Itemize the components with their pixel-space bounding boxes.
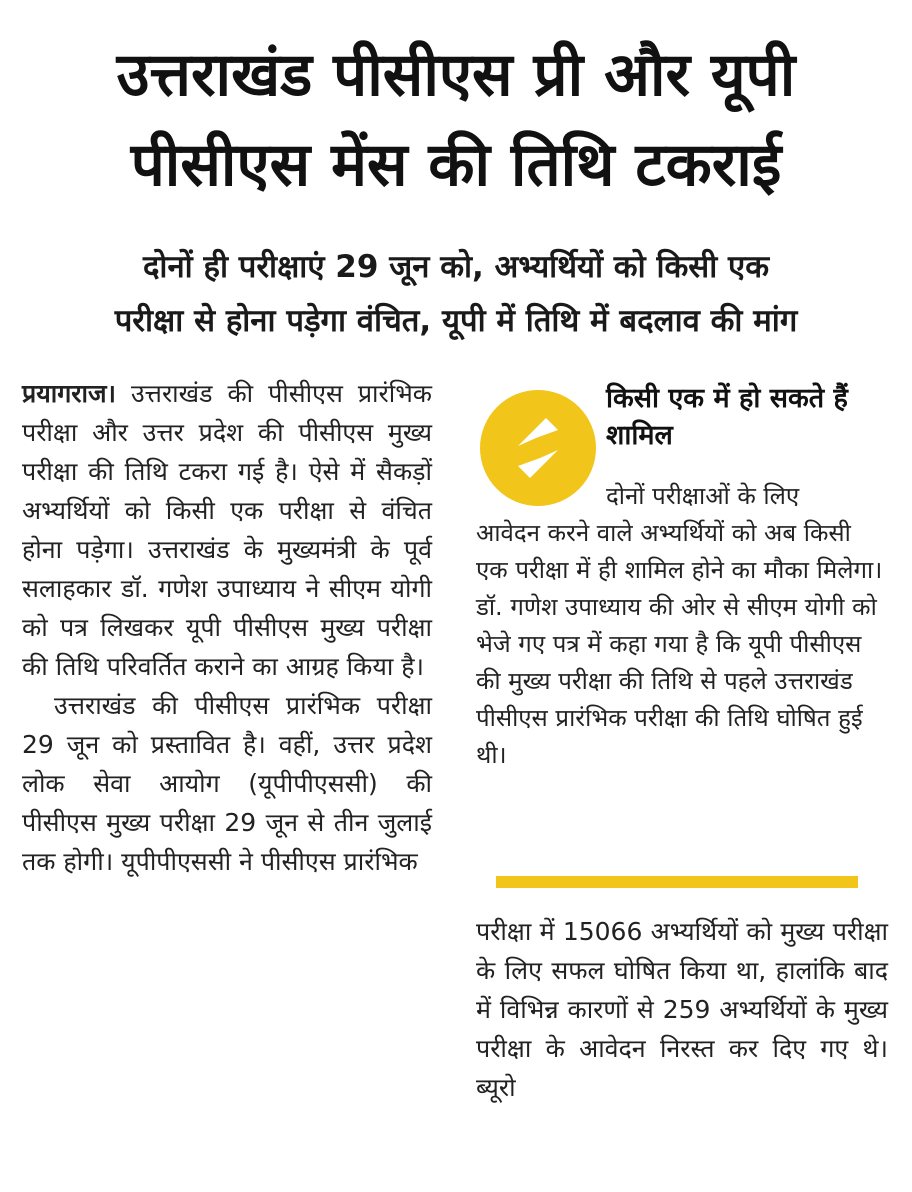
article-left-column [22, 374, 432, 881]
dateline: प्रयागराज। [22, 379, 117, 408]
subheadline-line-2: परीक्षा से होना पड़ेगा वंचित, यूपी में तिथि में बदलाव की मांग [114, 303, 798, 339]
newspaper-logo-icon [478, 388, 598, 508]
divider [496, 876, 858, 888]
headline-line-2: पीसीएस मेंस की तिथि टकराई [130, 130, 782, 200]
subheadline-line-1: दोनों ही परीक्षाएं 29 जून को, अभ्यर्थियों को किसी एक [142, 249, 770, 285]
article-paragraph-2: उत्तराखंड की पीसीएस प्रारंभिक परीक्षा 29 जून को प्रस्तावित है। वहीं, उत्तर प्रदेश लोक सेवा आयोग (यूपीपीएससी) की पीसीएस मुख्य परीक्षा 29 जून से तीन जुलाई तक होगी। यूपीपीएससी ने पीसीएस प्रारंभिक [22, 691, 432, 876]
article-paragraph-1-text: उत्तराखंड की पीसीएस प्रारंभिक परीक्षा और उत्तर प्रदेश की पीसीएस मुख्य परीक्षा की तिथि टकरा गई है। ऐसे में सैकड़ों अभ्यर्थियों को किसी एक परीक्षा से वंचित होना पड़ेगा। उत्तराखंड के मुख्यमंत्री के पूर्व सलाहकार डॉ. गणेश उपाध्याय ने सीएम योगी को पत्र लिखकर यूपी पीसीएस मुख्य परीक्षा की तिथि परिवर्तित कराने का आग्रह किया है। [22, 379, 432, 681]
article-right-column [476, 912, 888, 1107]
article-paragraph-3: परीक्षा में 15066 अभ्यर्थियों को मुख्य परीक्षा के लिए सफल घोषित किया था, हालांकि बाद में विभिन्न कारणों से 259 अभ्यर्थियों के मुख्य परीक्षा के आवेदन निरस्त कर दिए गए थे। ब्यूरो [476, 917, 888, 1102]
subheadline [0, 240, 912, 348]
headline-line-1: उत्तराखंड पीसीएस प्री और यूपी [116, 40, 796, 110]
headline [0, 30, 912, 210]
article-paragraph-1 [22, 374, 432, 686]
sidebox-body-start: दोनों परीक्षाओं के लिए [606, 482, 800, 510]
sidebox-title: किसी एक में हो सकते हैं शामिल [606, 383, 848, 451]
sidebox-body: आवेदन करने वाले अभ्यर्थियों को अब किसी एक परीक्षा में ही शामिल होने का मौका मिलेगा। डॉ. गणेश उपाध्याय की ओर से सीएम योगी को भेजे गए पत्र में कहा गया है कि यूपी पीसीएस की मुख्य परीक्षा की तिथि से पहले उत्तराखंड पीसीएस प्रारंभिक परीक्षा की तिथि घोषित हुई थी। [476, 519, 883, 769]
